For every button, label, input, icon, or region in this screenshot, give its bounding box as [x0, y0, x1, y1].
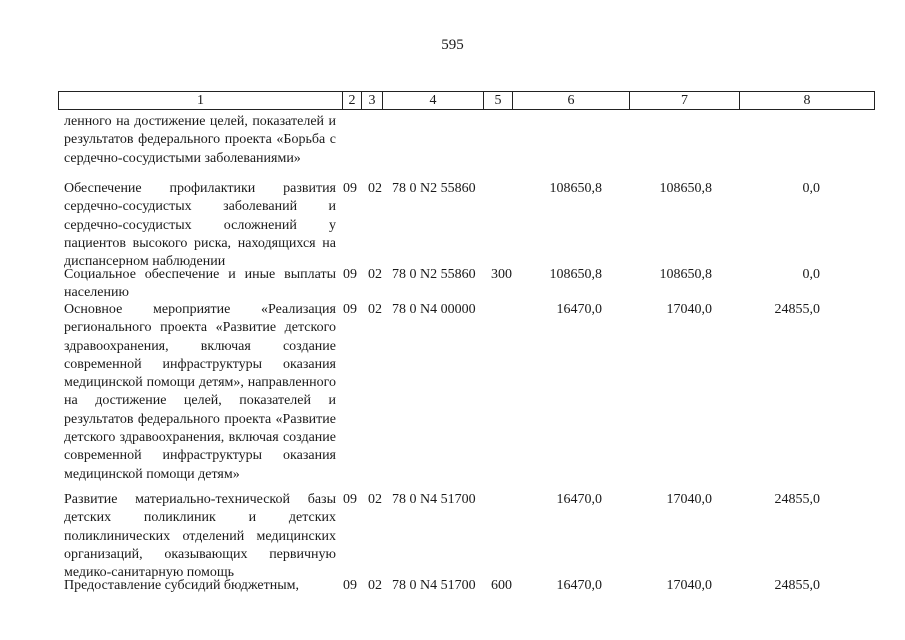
row-section: 09	[343, 492, 357, 507]
row-amount-col6: 16470,0	[556, 302, 602, 317]
header-col-3: 3	[362, 92, 383, 109]
header-col-4: 4	[383, 92, 484, 109]
row-amount-col8: 24855,0	[774, 302, 820, 317]
row-amount-col6: 108650,8	[549, 267, 602, 282]
row-target-code: 78 0 N2 55860	[392, 267, 476, 282]
row-target-code: 78 0 N4 00000	[392, 302, 476, 317]
header-col-1: 1	[59, 92, 343, 109]
row-expense-type: 600	[491, 578, 512, 593]
header-col-6: 6	[513, 92, 630, 109]
row-section: 09	[343, 302, 357, 317]
row-target-code: 78 0 N4 51700	[392, 492, 476, 507]
header-col-7: 7	[630, 92, 740, 109]
row-name: Развитие материально-технической базы детских поликлиник и детских поликлинических отделений медицинских организаций, оказывающих первичную медико-санитарную помощь	[64, 492, 336, 581]
row-amount-col7: 17040,0	[666, 578, 712, 593]
row-name: Предоставление субсидий бюджетным,	[64, 578, 300, 593]
row-section: 09	[343, 181, 357, 196]
header-col-2: 2	[343, 92, 362, 109]
table-header	[58, 91, 875, 110]
header-col-8: 8	[803, 93, 811, 108]
row-subsection: 02	[368, 302, 382, 317]
row-amount-col7: 17040,0	[666, 302, 712, 317]
row-section: 09	[343, 267, 357, 282]
row-target-code: 78 0 N4 51700	[392, 578, 476, 593]
row-subsection: 02	[368, 492, 382, 507]
row-name: Основное мероприятие «Реализация регионального проекта «Развитие детского здравоохранения, включая создание современной инфраструктуры оказания медицинской помощи детям», направленного на достижение целей, показателей и результатов федерального проекта «Развитие детского здравоохранения, включая создание современной инфраструктуры оказания медицинской помощи детям»	[64, 302, 336, 482]
row-subsection: 02	[368, 578, 382, 593]
row-subsection: 02	[368, 267, 382, 282]
row-amount-col7: 108650,8	[659, 181, 712, 196]
row-expense-type: 300	[491, 267, 512, 282]
row-amount-col8: 0,0	[802, 181, 820, 196]
row-amount-col7: 108650,8	[659, 267, 712, 282]
row-name: Социальное обеспечение и иные выплаты населению	[64, 267, 336, 301]
header-col-5: 5	[484, 92, 513, 109]
row-name: Обеспечение профилактики развития сердечно-сосудистых заболеваний и сердечно-сосудистых осложнений у пациентов высокого риска, находящихся на диспансерном наблюдении	[64, 181, 336, 270]
row-amount-col8: 24855,0	[774, 492, 820, 507]
row-amount-col6: 16470,0	[556, 578, 602, 593]
row-target-code: 78 0 N2 55860	[392, 181, 476, 196]
row-amount-col6: 16470,0	[556, 492, 602, 507]
row-subsection: 02	[368, 181, 382, 196]
row-amount-col8: 24855,0	[774, 578, 820, 593]
row-amount-col6: 108650,8	[549, 181, 602, 196]
row-amount-col8: 0,0	[802, 267, 820, 282]
row-name: ленного на достижение целей, показателей и результатов федерального проекта «Борьба с сердечно-сосудистыми заболеваниями»	[64, 114, 336, 166]
row-section: 09	[343, 578, 357, 593]
page-number: 595	[441, 37, 464, 53]
row-amount-col7: 17040,0	[666, 492, 712, 507]
